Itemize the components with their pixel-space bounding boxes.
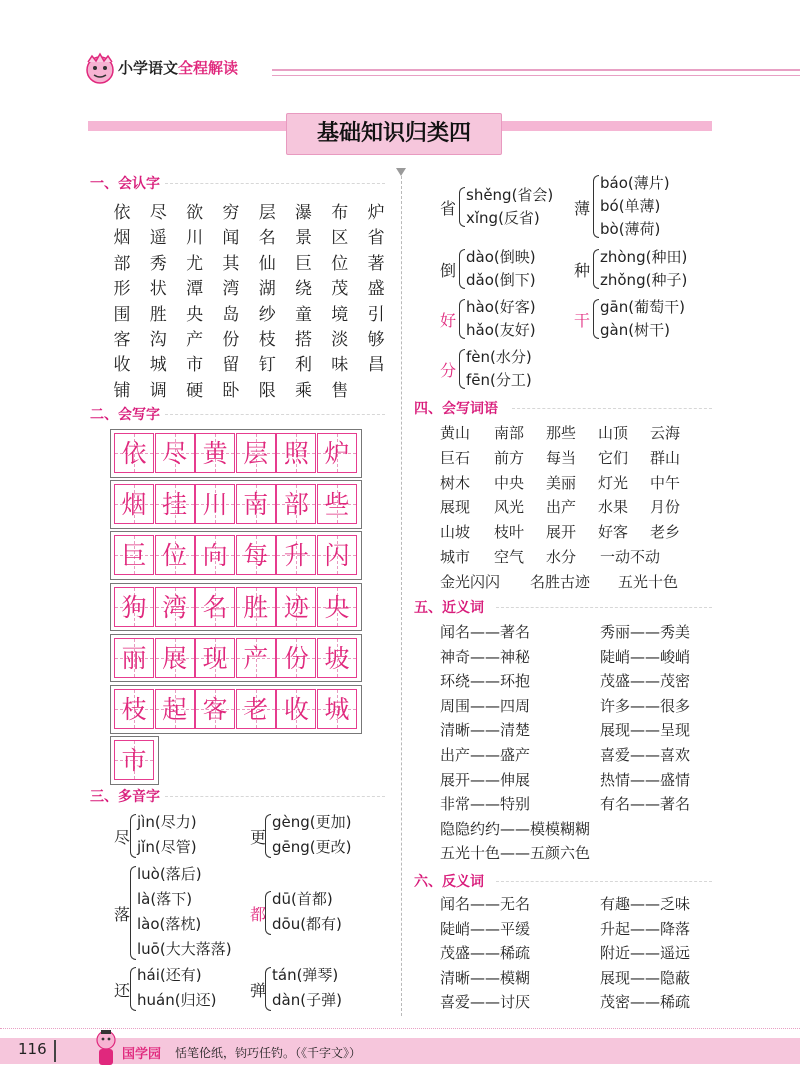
vocab-word: 水果 [598,498,629,517]
vocab-word: 好客 [598,523,629,542]
section-title-synonyms: 五、近义词 [414,600,484,616]
page-number-separator [54,1040,56,1062]
recognize-char: 茂 [331,279,349,300]
synonym-pair: 隐隐约约——模模糊糊 [440,819,591,838]
antonym-pair: 喜爱——讨厌 [440,993,531,1012]
polyphonic-char: 种 [574,261,591,280]
polyphonic-reading: là(落下) [137,890,193,908]
header-rule [272,69,800,71]
banner-band-right [500,121,712,131]
section-title-recognize: 一、会认字 [90,176,160,192]
section-underline [165,183,385,184]
recognize-char: 客 [113,330,131,350]
polyphonic-reading: dǎo(倒下) [466,271,536,289]
write-char: 依 [121,439,147,468]
recognize-char: 湾 [222,279,240,300]
antonym-pair: 升起——降落 [600,919,691,938]
write-char: 起 [162,695,188,724]
section-underline [496,881,712,882]
write-char-box [236,587,276,627]
vocab-word: 每当 [546,448,577,467]
brace-icon [593,249,599,289]
vocab-word: 枝叶 [494,523,525,542]
vocab-word: 空气 [494,548,525,566]
brace-icon [459,349,465,389]
polyphonic-reading: gān(葡萄干) [600,298,685,316]
write-char: 照 [283,439,309,468]
banner-band-left [88,121,288,131]
synonym-pair: 喜爱——喜欢 [600,746,691,764]
section-underline [512,408,712,409]
recognize-char: 布 [331,203,349,223]
vocab-word: 一动不动 [600,548,661,566]
recognize-char: 胜 [149,304,167,325]
write-char-box [114,433,154,473]
recognize-char: 市 [186,355,204,376]
antonym-pair: 茂密——稀疏 [600,993,691,1012]
vocab-word: 风光 [494,498,525,517]
polyphonic-reading: xǐng(反省) [466,209,540,227]
write-char-box [236,638,276,678]
recognize-char: 闻 [222,228,240,249]
recognize-char: 巨 [295,253,312,274]
recognize-char: 川 [186,228,204,249]
recognize-char: 钉 [258,355,276,376]
polyphonic-reading: jìn(尽力) [137,813,197,831]
polyphonic-reading: dào(倒映) [466,248,536,266]
column-divider [401,176,402,1016]
synonym-pair: 有名——著名 [600,795,691,814]
write-char-box [236,433,276,473]
polyphonic-reading: tán(弹琴) [272,966,339,984]
recognize-char: 枝 [258,330,276,350]
write-char-box [155,587,195,627]
polyphonic-char: 省 [440,199,457,218]
antonym-pair: 清晰——模糊 [440,968,531,987]
recognize-char: 湖 [258,279,276,300]
antonym-pair: 闻名——无名 [440,895,531,913]
synonym-pair: 出产——盛产 [440,746,531,764]
write-char-box [276,689,316,729]
vocab-word: 群山 [650,448,681,467]
antonym-pair: 茂盛——稀疏 [440,944,531,963]
synonym-pair: 闻名——著名 [440,623,531,641]
vocab-word: 它们 [598,448,629,467]
recognize-char: 绕 [295,279,312,300]
write-char-box [317,638,357,678]
polyphonic-char: 倒 [440,261,457,280]
scholar-mascot-icon [92,1028,120,1068]
write-char: 展 [162,643,188,673]
write-char-box [195,535,235,575]
write-char: 挂 [162,490,188,520]
write-char-box [114,535,154,575]
polyphonic-reading: hào(好客) [466,298,536,316]
antonym-pair: 附近——遥远 [600,944,691,963]
brace-icon [265,814,271,858]
write-char: 层 [243,439,269,468]
write-char-box [155,433,195,473]
vocab-word: 名胜古迹 [530,572,591,591]
write-char: 川 [202,490,228,520]
vocab-word: 月份 [650,498,681,517]
brace-icon [130,866,136,960]
recognize-char: 瀑 [295,203,312,223]
recognize-char: 其 [222,253,240,274]
write-char: 南 [243,490,269,520]
recognize-char: 昌 [367,355,385,376]
synonym-pair: 展现——呈现 [600,721,691,740]
polyphonic-reading: hái(还有) [137,966,202,984]
synonym-pair: 五光十色——五颜六色 [440,844,591,863]
polyphonic-reading: zhǒng(种子) [600,271,688,289]
recognize-char: 围 [113,304,131,325]
write-char: 迹 [283,592,309,622]
page-number: 116 [18,1040,47,1058]
polyphonic-char: 弹 [250,981,267,1000]
recognize-char: 硬 [186,380,204,401]
recognize-char: 秀 [149,253,167,274]
vocab-word: 树木 [440,473,471,492]
write-char-box [195,587,235,627]
write-char: 尽 [162,439,188,468]
recognize-char: 境 [331,304,349,325]
recognize-char: 仙 [258,253,276,274]
write-char: 现 [202,643,228,673]
write-char: 央 [324,592,350,622]
recognize-char: 搭 [295,330,312,350]
vocab-word: 中午 [650,473,681,492]
divider-arrow-icon [396,168,406,176]
section-banner-title: 基础知识归类四 [286,113,502,155]
write-char-box [317,535,357,575]
recognize-char: 遥 [149,228,167,249]
recognize-char: 纱 [258,304,276,325]
recognize-char: 产 [186,330,204,350]
write-char: 份 [283,643,309,673]
vocab-word: 美丽 [546,473,577,492]
write-char: 升 [283,541,309,571]
synonym-pair: 秀丽——秀美 [600,623,691,641]
write-char-box [155,689,195,729]
write-char: 烟 [121,490,147,520]
write-char: 枝 [121,695,147,724]
vocab-word: 展开 [546,523,577,542]
write-char-box [114,638,154,678]
write-char-box [195,484,235,524]
recognize-char: 卧 [222,380,240,401]
brace-icon [459,249,465,289]
polyphonic-reading: gàn(树干) [600,321,670,339]
polyphonic-reading: hǎo(友好) [466,321,536,339]
recognize-char: 利 [295,355,312,376]
polyphonic-reading: luō(大大落落) [137,940,232,958]
footer-quote: 恬笔伦纸，钧巧任钓。（《千字文》） [175,1046,362,1060]
recognize-char: 岛 [222,304,240,325]
write-char-box [155,638,195,678]
synonym-pair: 环绕——环抱 [440,672,531,691]
polyphonic-reading: luò(落后) [137,865,202,883]
polyphonic-char: 好 [440,311,457,330]
vocab-word: 灯光 [598,473,629,492]
recognize-char: 状 [149,279,167,300]
write-char-box [236,484,276,524]
vocab-word: 巨石 [440,448,471,467]
write-char: 巨 [121,541,147,571]
polyphonic-reading: dū(首都) [272,890,333,908]
vocab-word: 山顶 [598,424,629,442]
write-char: 胜 [243,592,269,622]
footer-band [0,1038,800,1064]
write-char: 丽 [121,643,147,673]
recognize-char: 依 [113,203,131,223]
recognize-char: 淡 [331,330,349,350]
vocab-word: 城市 [440,548,471,566]
vocab-word: 山坡 [440,523,471,542]
recognize-char: 景 [295,228,312,249]
write-char: 些 [324,490,350,520]
recognize-char: 沟 [149,330,167,350]
vocab-word: 南部 [494,424,525,442]
book-title [118,57,238,78]
recognize-char: 名 [258,228,276,249]
mascot-logo-icon [82,50,118,86]
write-char-box [317,587,357,627]
synonym-pair: 非常——特别 [440,795,531,814]
antonym-pair: 有趣——乏味 [600,895,691,913]
brace-icon [593,299,599,339]
brace-icon [459,299,465,339]
recognize-char: 部 [113,253,131,274]
header-rule-thin [272,75,800,76]
polyphonic-char: 都 [250,905,267,924]
write-char-box [317,433,357,473]
write-char: 炉 [324,439,350,468]
recognize-char: 乘 [295,380,312,401]
polyphonic-reading: jǐn(尽管) [137,838,197,856]
write-char: 闪 [324,541,350,571]
polyphonic-char: 干 [574,311,591,330]
polyphonic-char: 还 [114,981,131,1000]
polyphonic-reading: gèng(更加) [272,813,352,831]
polyphonic-reading: bò(薄荷) [600,220,661,238]
section-underline [165,796,385,797]
write-char: 名 [202,592,228,622]
write-char-box [155,484,195,524]
write-char-box [114,587,154,627]
polyphonic-reading: fèn(水分) [466,348,532,366]
synonym-pair: 清晰——清楚 [440,721,531,740]
recognize-char: 城 [149,355,167,376]
recognize-char: 尤 [186,253,204,274]
write-char: 向 [202,541,228,571]
book-title-plain: 小学语文 [118,59,179,77]
vocab-word: 五光十色 [618,572,679,591]
recognize-char: 著 [367,253,385,274]
recognize-char: 留 [222,355,240,376]
write-char: 湾 [162,592,188,622]
synonym-pair: 热情——盛情 [600,770,691,789]
section-title-words: 四、会写词语 [414,401,498,417]
polyphonic-reading: zhòng(种田) [600,248,688,266]
recognize-char: 盛 [367,279,385,300]
section-title-polyphonic: 三、多音字 [90,789,160,805]
recognize-char: 央 [186,304,204,325]
vocab-word: 中央 [494,473,525,492]
polyphonic-char: 落 [114,905,131,924]
vocab-word: 云海 [650,424,681,442]
vocab-word: 前方 [494,448,525,467]
polyphonic-char: 更 [250,828,267,847]
recognize-char: 售 [331,380,349,401]
write-char: 老 [243,695,269,724]
polyphonic-reading: gēng(更改) [272,838,352,856]
vocab-word: 展现 [440,498,471,517]
polyphonic-reading: dàn(子弹) [272,991,342,1009]
recognize-char: 省 [367,228,385,249]
brace-icon [265,967,271,1011]
vocab-word: 金光闪闪 [440,572,501,591]
write-char-box [236,689,276,729]
antonym-pair: 陡峭——平缓 [440,919,531,938]
recognize-char: 烟 [113,228,131,249]
polyphonic-char: 分 [440,361,457,380]
polyphonic-reading: fēn(分工) [466,371,532,389]
vocab-word: 老乡 [650,523,681,542]
recognize-char: 潭 [186,279,204,300]
write-char-box [114,740,154,780]
section-underline [165,414,385,415]
write-char-box [276,433,316,473]
synonym-pair: 神奇——神秘 [440,647,531,666]
write-char: 收 [283,695,309,724]
write-char: 狗 [121,592,147,622]
write-char-box [276,535,316,575]
section-title-antonyms: 六、反义词 [414,874,484,890]
recognize-char: 位 [331,253,349,274]
recognize-char: 味 [331,355,349,376]
write-char: 城 [324,695,350,724]
polyphonic-reading: báo(薄片) [600,174,670,192]
write-char: 位 [162,541,188,571]
synonym-pair: 许多——很多 [600,696,691,715]
brace-icon [130,814,136,858]
write-char-box [276,484,316,524]
vocab-word: 出产 [546,498,577,517]
vocab-word: 黄山 [440,424,471,442]
polyphonic-reading: bó(单薄) [600,197,661,215]
polyphonic-char: 薄 [574,198,591,218]
synonym-pair: 茂盛——茂密 [600,672,691,691]
polyphonic-reading: shěng(省会) [466,186,554,204]
antonym-pair: 展现——隐蔽 [600,968,691,987]
recognize-char: 铺 [113,380,131,401]
section-title-write: 二、会写字 [90,407,160,423]
write-char: 黄 [202,439,228,468]
recognize-char: 穷 [222,203,240,223]
synonym-pair: 周围——四周 [440,696,531,715]
write-char-box [114,484,154,524]
polyphonic-char: 尽 [114,828,131,847]
recognize-char: 引 [367,304,385,325]
write-char: 市 [121,746,147,776]
write-char-box [236,535,276,575]
recognize-char: 区 [331,228,349,249]
section-underline [496,607,712,608]
brace-icon [459,187,465,227]
polyphonic-reading: dōu(都有) [272,915,342,933]
recognize-char: 尽 [149,203,167,223]
write-char: 部 [283,490,309,520]
write-char-box [155,535,195,575]
vocab-word: 那些 [546,424,577,442]
synonym-pair: 展开——伸展 [440,770,531,789]
write-char-box [114,689,154,729]
write-char-box [276,638,316,678]
recognize-char: 形 [113,279,131,300]
brace-icon [593,175,599,238]
write-char: 客 [202,695,228,724]
write-char-box [317,689,357,729]
recognize-char: 调 [149,380,167,401]
recognize-char: 层 [258,203,276,223]
write-char: 每 [243,541,269,571]
polyphonic-reading: lào(落枕) [137,915,202,933]
write-char-box [276,587,316,627]
recognize-char: 童 [295,304,312,325]
footer-dotted-rule [0,1028,800,1029]
recognize-char: 欲 [186,203,204,223]
recognize-char: 够 [367,330,385,350]
polyphonic-reading: huán(归还) [137,991,217,1009]
write-char: 坡 [324,643,350,673]
recognize-char: 收 [113,355,131,376]
recognize-char: 份 [222,330,240,350]
brace-icon [265,891,271,935]
footer-section-label: 国学园 [122,1047,162,1062]
write-char-box [195,689,235,729]
write-char: 产 [243,643,269,673]
recognize-char: 限 [258,380,276,401]
brace-icon [130,967,136,1011]
write-char-box [195,638,235,678]
recognize-char: 炉 [367,203,385,223]
synonym-pair: 陡峭——峻峭 [600,647,691,666]
vocab-word: 水分 [546,548,577,566]
write-char-box [195,433,235,473]
write-char-box [317,484,357,524]
book-title-highlight: 全程解读 [178,59,239,77]
